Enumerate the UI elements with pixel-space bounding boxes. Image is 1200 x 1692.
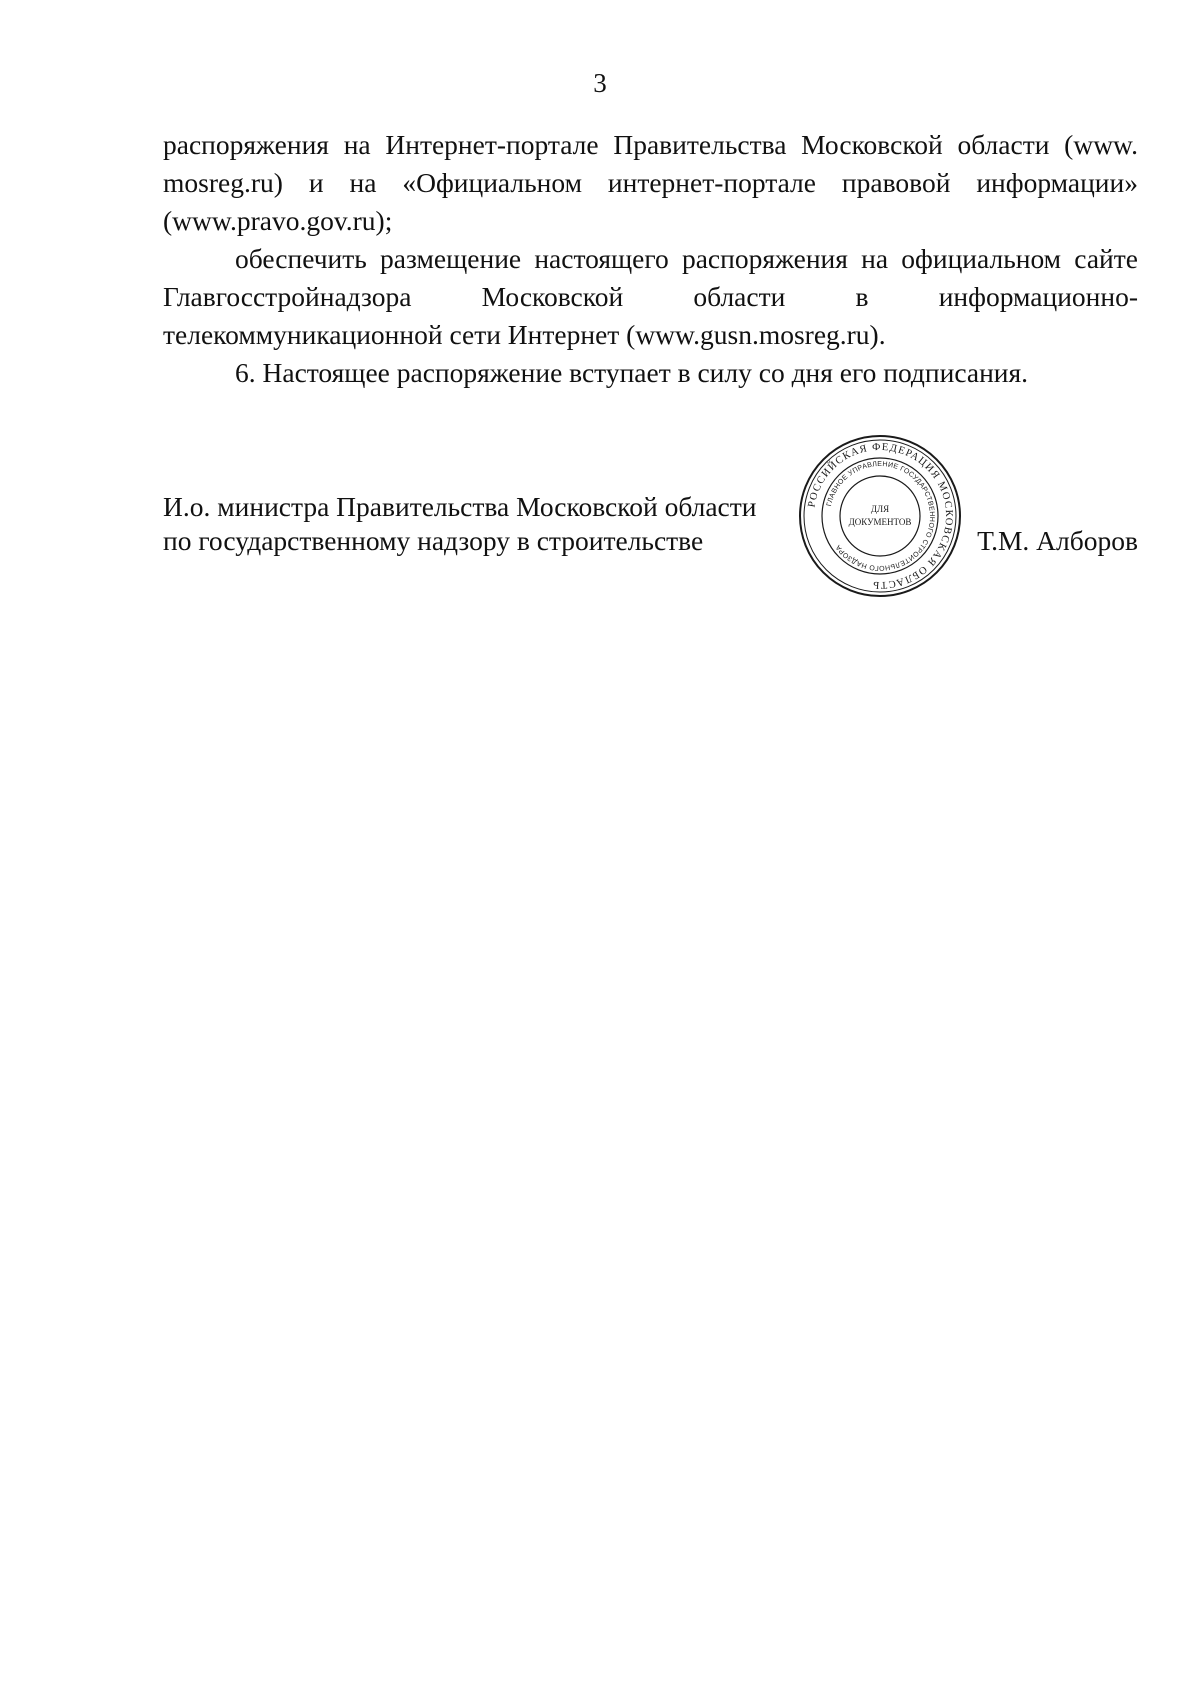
- document-body: [163, 126, 1138, 392]
- paragraph-publication: распоряжения на Интернет-портале Правительства Московской области (www. mosreg.ru) и на «Официальном интернет-портале правовой информации» (www.pravo.gov.ru);: [163, 129, 1138, 236]
- paragraph-website: обеспечить размещение настоящего распоряжения на официальном сайте Главгосстройнадзора Московской области в информационно-телекоммуникационной сети Интернет (www.gusn.mosreg.ru).: [163, 243, 1138, 350]
- official-seal: [796, 432, 964, 600]
- signer-position-line-2: по государственному надзору в строительстве: [163, 525, 704, 556]
- page-number: 3: [593, 68, 607, 98]
- signer-position-line-1: И.о. министра Правительства Московской области: [163, 491, 757, 522]
- signer-name: Т.М. Алборов: [977, 525, 1138, 556]
- seal-center-line-2: ДОКУМЕНТОВ: [848, 517, 912, 527]
- paragraph-effective-date: 6. Настоящее распоряжение вступает в силу со дня его подписания.: [235, 357, 1029, 388]
- seal-inner-text: ГЛАВНОЕ УПРАВЛЕНИЕ ГОСУДАРСТВЕННОГО СТРОИТЕЛЬНОГО НАДЗОРА: [825, 460, 936, 572]
- seal-graphic: [796, 432, 964, 600]
- signature-block: [163, 441, 1138, 618]
- seal-outer-text: РОССИЙСКАЯ ФЕДЕРАЦИЯ МОСКОВСКАЯ ОБЛАСТЬ: [806, 441, 955, 591]
- seal-center-line-1: ДЛЯ: [870, 504, 890, 514]
